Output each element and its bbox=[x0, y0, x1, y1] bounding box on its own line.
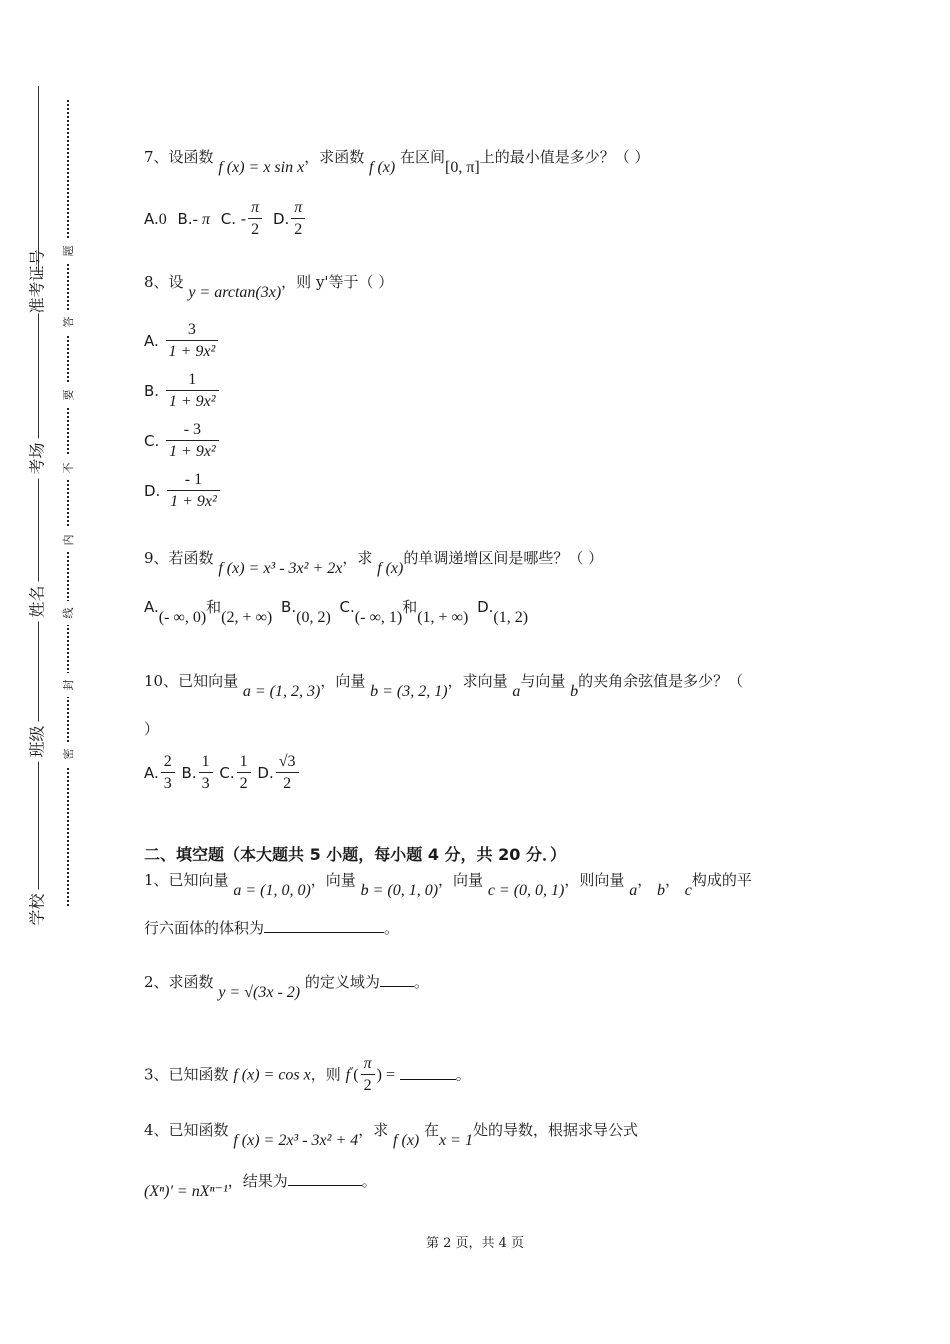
q8-option-d: D. $\frac{- 1}{\text{1 + 9x²}}$ bbox=[144, 470, 222, 513]
q9-option-a1: (- ∞, 0) bbox=[158, 609, 207, 626]
q8-option-c: C. $\frac{- 3}{\text{1 + 9x²}}$ bbox=[144, 420, 221, 463]
seal-char: 密 bbox=[60, 742, 76, 766]
class-label: 班级 bbox=[23, 722, 50, 762]
page-footer: 第 2 页，共 4 页 bbox=[425, 1236, 525, 1251]
q10-option-d: $\frac{√3}{2}$ bbox=[276, 752, 299, 795]
f1-vector-b: b = (0, 1, 0) bbox=[360, 882, 439, 899]
fill-question-4-line2: (Xⁿ)' = nXⁿ⁻¹，结果为 。 bbox=[144, 1172, 377, 1200]
f4-power-rule: (Xⁿ)' = nXⁿ⁻¹ bbox=[144, 1183, 228, 1200]
seal-char: 答 bbox=[60, 310, 76, 334]
q9-option-c2: (1, + ∞) bbox=[417, 609, 469, 626]
q10-vector-b: b = (3, 2, 1) bbox=[370, 683, 448, 700]
answer-blank[interactable] bbox=[264, 918, 384, 933]
q7-option-a: 0 bbox=[158, 211, 167, 228]
f4-function: f (x) = 2x³ - 3x² + 4 bbox=[233, 1132, 359, 1149]
q10-close-paren: ） bbox=[144, 720, 160, 738]
q9-option-b: (0, 2) bbox=[296, 609, 331, 626]
q7-option-d: $\frac{\pi}{2}$ bbox=[291, 198, 305, 241]
q9-function: f (x) = x³ - 3x² + 2x bbox=[218, 560, 343, 577]
question-10: 10、已知向量 a = (1, 2, 3)，向量 b = (3, 2, 1)，求向量 a与向量 b的夹角余弦值是多少？（ bbox=[144, 672, 744, 700]
answer-blank[interactable] bbox=[288, 1171, 362, 1186]
f1-vector-c: c = (0, 0, 1) bbox=[487, 882, 565, 899]
exam-room-label: 考场 bbox=[23, 439, 50, 479]
q7-function: f (x) = x sin x bbox=[218, 159, 305, 176]
q10-vector-a: a = (1, 2, 3) bbox=[242, 683, 321, 700]
admission-number-label: 准考证号 bbox=[23, 274, 50, 314]
seal-char: 要 bbox=[60, 383, 76, 407]
seal-char: 封 bbox=[60, 673, 76, 697]
fill-question-3: 3、已知函数 f (x) = cos x，则 f''( $\frac{\pi}{2}$ ) = 。 bbox=[144, 1055, 471, 1094]
fill-question-1: 1、已知向量 a = (1, 0, 0)，向量 b = (0, 1, 0)，向量 c = (0, 0, 1)，则向量 a， b， c构成的平 bbox=[144, 871, 752, 899]
q9-options: A.(- ∞, 0)和(2, + ∞) B.(0, 2) C.(- ∞, 1)和(1, + ∞) D.(1, 2) bbox=[144, 598, 529, 626]
q9-option-d: (1, 2) bbox=[493, 609, 529, 626]
q9-option-a2: (2, + ∞) bbox=[221, 609, 273, 626]
answer-blank[interactable] bbox=[400, 1065, 456, 1080]
f3-function: f (x) = cos x bbox=[233, 1066, 311, 1084]
seal-char: 内 bbox=[60, 528, 76, 552]
q8-option-b: B. $\frac{1}{\text{1 + 9x²}}$ bbox=[144, 370, 221, 413]
f2-function: y = √(3x - 2) bbox=[218, 984, 301, 1001]
q8-option-a: A. $\frac{3}{\text{1 + 9x²}}$ bbox=[144, 320, 220, 363]
q10-option-b: $\frac{1}{3}$ bbox=[199, 752, 213, 795]
q9-option-c1: (- ∞, 1) bbox=[354, 609, 403, 626]
q7-interval: [0, π] bbox=[445, 159, 480, 176]
question-7: 7、设函数 f (x) = x sin x，求函数 f (x) 在区间[0, π]上的最小值是多少？（ ） bbox=[144, 148, 650, 176]
q7-option-b: - π bbox=[192, 211, 210, 228]
binding-dotted-line bbox=[67, 100, 69, 906]
binding-solid-line bbox=[38, 86, 39, 922]
question-8: 8、设 y = arctan(3x)，则 y'等于（ ） bbox=[144, 273, 394, 301]
question-9: 9、若函数 f (x) = x³ - 3x² + 2x，求 f (x)的单调递增区间是哪些？（ ） bbox=[144, 549, 604, 577]
q10-option-a: $\frac{2}{3}$ bbox=[161, 752, 175, 795]
fill-question-1-line2: 行六面体的体积为 。 bbox=[144, 919, 400, 937]
answer-blank[interactable] bbox=[380, 972, 414, 987]
section-2-heading: 二、填空题（本大题共 5 小题，每小题 4 分，共 20 分．） bbox=[144, 845, 566, 864]
seal-char: 题 bbox=[60, 239, 76, 263]
q7-option-c: $\frac{\pi}{2}$ bbox=[248, 198, 262, 241]
seal-char: 线 bbox=[60, 601, 76, 625]
school-label: 学校 bbox=[23, 890, 50, 930]
q8-function: y = arctan(3x) bbox=[188, 284, 282, 301]
q7-options: A.0 B.- π C. - $\frac{\pi}{2}$ D. $\frac{\pi}{2}$ bbox=[144, 198, 307, 241]
seal-char: 不 bbox=[60, 456, 76, 480]
q10-options: A. $\frac{2}{3}$ B. $\frac{1}{3}$ C. $\frac{1}{2}$ D. $\frac{√3}{2}$ bbox=[144, 752, 301, 795]
f1-vector-a: a = (1, 0, 0) bbox=[233, 882, 311, 899]
q10-option-c: $\frac{1}{2}$ bbox=[237, 752, 251, 795]
fill-question-4: 4、已知函数 f (x) = 2x³ - 3x² + 4，求 f (x) 在x = 1处的导数，根据求导公式 bbox=[144, 1121, 638, 1149]
fill-question-2: 2、求函数 y = √(3x - 2) 的定义域为 。 bbox=[144, 973, 429, 1001]
student-name-label: 姓名 bbox=[23, 582, 50, 622]
